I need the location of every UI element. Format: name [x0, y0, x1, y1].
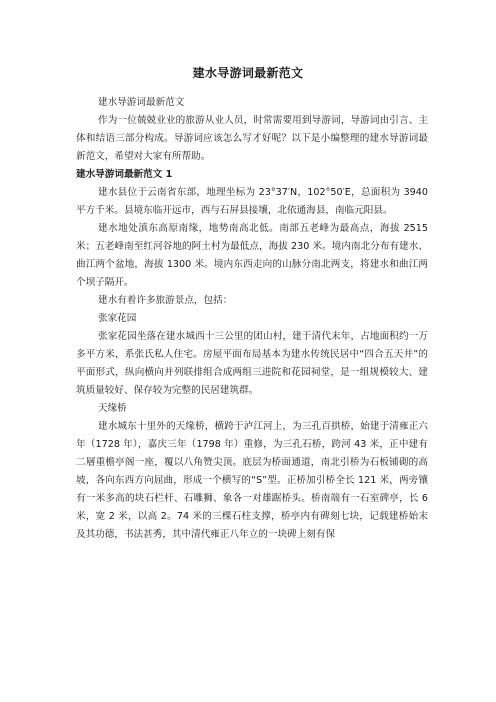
- paragraph: 张家花园: [98, 313, 137, 324]
- paragraph: 建水地处滇东高原南缘，地势南高北低。南部五老峰为最高点，海拔 2515 米；五老峰南至红河谷地的阿土村为最低点，海拔 230 米。境内南北分布有建水、曲江两个盆地，海拔 1300 米。境内东西走向的山脉分南北两支，将建水和曲江两个坝子隔开。: [76, 223, 428, 288]
- paragraph: 建水城东十里外的天缘桥，横跨于泸江河上，为三孔百拱桥，始建于清雍正六年（1728 年），嘉庆三年（1798 年）重修，为三孔石桥，跨河 43 米，正中建有二層重檐亭阁一座，覆以八角赞尖顶。底层为桥面通道，南北引桥为石板铺砌的高坡，各向东西方向屈曲，形成一个横写的“S”型。正桥加引桥全长 121 米，两旁镶有一米多高的块石栏杆、石雕狮、象各一对雄踞桥头。桥南端有一石室碑亭，长 6 米，宽 2 米，以高 2。74 米的三棵石柱支撑，桥亭内有碑刻七块，记载建桥始末及其功德，书法甚秀，其中清代雍正八年立的一块碑上刻有保: [76, 421, 428, 540]
- paragraph: 天缘桥: [98, 403, 127, 414]
- paragraph: 张家花园坐落在建水城西十三公里的团山村，建于清代末年，占地面积约一万多平方米，系张氏私人住宅。房屋平面布局基本为建水传统民居中“四合五天井”的平面形式，纵向横向并列联排组合成两组三进院和花园祠堂，是一组规模较大、建筑质量较好、保存较为完整的民居建筑群。: [76, 331, 428, 396]
- paragraph: 作为一位兢兢业业的旅游从业人员，时常需要用到导游词，导游词由引言、主体和结语三部分构成。导游词应该怎么写才好呢？以下是小编整理的建水导游词最新范文，希望对大家有所帮助。: [76, 115, 428, 162]
- paragraph: 建水县位于云南省东部，地理坐标为 23°37′N，102°50′E，总面积为 3940 平方千米。县境东临开远市，西与石屏县接壤，北依通海县，南临元阳县。: [76, 187, 428, 216]
- document-title: 建水导游词最新范文: [192, 66, 304, 80]
- document-body: [76, 94, 428, 544]
- section-heading: 建水导游词最新范文 1: [76, 169, 173, 180]
- paragraph: 建水导游词最新范文: [98, 97, 185, 108]
- paragraph: 建水有着许多旅游景点，包括：: [98, 295, 233, 306]
